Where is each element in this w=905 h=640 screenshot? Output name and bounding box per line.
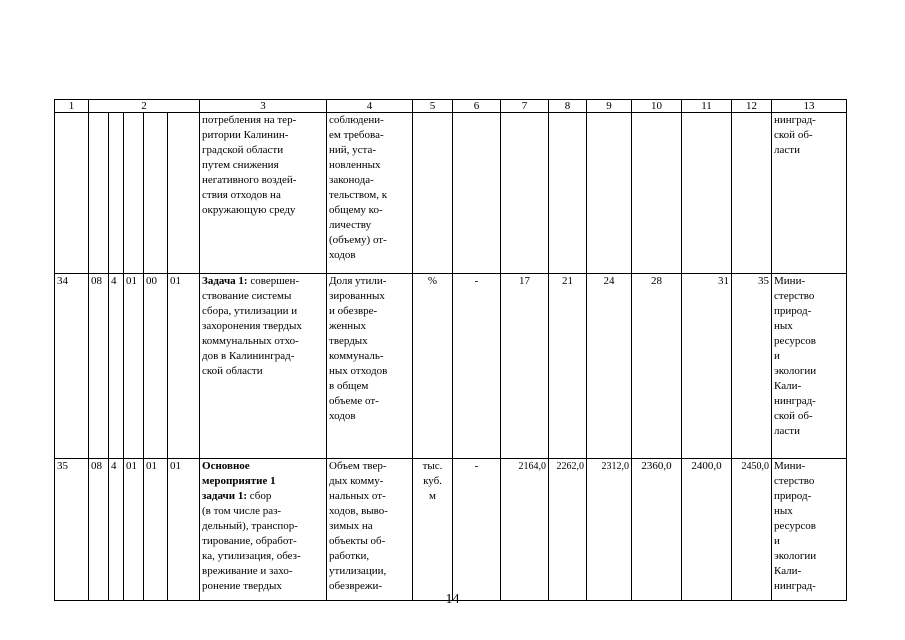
code-cell: 08 xyxy=(89,274,109,459)
header-cell: 13 xyxy=(772,100,847,113)
table-cell xyxy=(453,113,501,274)
base-value-cell: - xyxy=(453,274,501,459)
indicator-text: Доля утили- зированных и обезвре- женных твердых коммуналь- ных отходов в общем объеме от- ходов xyxy=(327,274,413,459)
table-cell xyxy=(89,113,109,274)
indicator-text: соблюдени- ем требова- ний, уста- новленных законода- тельством, к общему ко- личеству (объему) от- ходов xyxy=(327,113,413,274)
header-cell: 2 xyxy=(89,100,200,113)
value-cell: 2400,0 xyxy=(682,459,732,601)
table-cell xyxy=(632,113,682,274)
header-cell: 5 xyxy=(413,100,453,113)
table-cell xyxy=(168,113,200,274)
executor-text: нинград- ской об- ласти xyxy=(772,113,847,274)
table-cell xyxy=(413,113,453,274)
task-title-bold: Задача 1: xyxy=(202,275,248,287)
column-number-row xyxy=(55,100,847,113)
programme-table xyxy=(54,99,847,601)
task-title-bold: Основное мероприятие 1 задачи 1: xyxy=(202,460,276,502)
task-title xyxy=(200,274,327,459)
table-cell xyxy=(549,113,587,274)
code-cell: 01 xyxy=(124,459,144,601)
table-cell xyxy=(682,113,732,274)
header-cell: 6 xyxy=(453,100,501,113)
executor-text: Мини- стерство природ- ных ресурсов и экологии Кали- нинград- xyxy=(772,459,847,601)
code-cell: 4 xyxy=(109,274,124,459)
header-cell: 8 xyxy=(549,100,587,113)
value-cell: 2262,0 xyxy=(549,459,587,601)
task-title xyxy=(200,459,327,601)
header-cell: 7 xyxy=(501,100,549,113)
value-cell: 2312,0 xyxy=(587,459,632,601)
row-number: 34 xyxy=(55,274,89,459)
value-cell: 35 xyxy=(732,274,772,459)
header-cell: 1 xyxy=(55,100,89,113)
unit-cell: % xyxy=(413,274,453,459)
row-number: 35 xyxy=(55,459,89,601)
table-row-34 xyxy=(55,274,847,459)
code-cell: 01 xyxy=(124,274,144,459)
header-cell: 11 xyxy=(682,100,732,113)
value-cell: 17 xyxy=(501,274,549,459)
header-cell: 3 xyxy=(200,100,327,113)
value-cell: 21 xyxy=(549,274,587,459)
value-cell: 2450,0 xyxy=(732,459,772,601)
executor-text: Мини- стерство природ- ных ресурсов и экологии Кали- нинград- ской об- ласти xyxy=(772,274,847,459)
indicator-text: Объем твер- дых комму- нальных от- ходов, выво- зимых на объекты об- работки, утилизации, обезврежи- xyxy=(327,459,413,601)
table-cell xyxy=(501,113,549,274)
table-cell xyxy=(587,113,632,274)
code-cell: 00 xyxy=(144,274,168,459)
code-cell: 01 xyxy=(168,274,200,459)
code-cell: 08 xyxy=(89,459,109,601)
table-cell xyxy=(144,113,168,274)
code-cell: 4 xyxy=(109,459,124,601)
header-cell: 12 xyxy=(732,100,772,113)
table-cell xyxy=(109,113,124,274)
goal-text: потребления на тер- ритории Калинин- градской области путем снижения негативного воздей- ствия отходов на окружающую среду xyxy=(200,113,327,274)
value-cell: 31 xyxy=(682,274,732,459)
page-number: 14 xyxy=(445,592,460,607)
table-row-continued xyxy=(55,113,847,274)
value-cell: 24 xyxy=(587,274,632,459)
value-cell: 2164,0 xyxy=(501,459,549,601)
table-row-35 xyxy=(55,459,847,601)
table-cell xyxy=(55,113,89,274)
value-cell: 28 xyxy=(632,274,682,459)
task-title-rest: сбор (в том числе раз- дельный), транспор- тирование, обработ- ка, утилизация, обез- вреживание и захо- ронение твердых xyxy=(202,490,301,592)
table-cell xyxy=(124,113,144,274)
base-value-cell: - xyxy=(453,459,501,601)
value-cell: 2360,0 xyxy=(632,459,682,601)
code-cell: 01 xyxy=(144,459,168,601)
code-cell: 01 xyxy=(168,459,200,601)
task-title-rest: совершен- ствование системы сбора, утилизации и захоронения твердых коммунальных отхо- дов в Калининград- ской области xyxy=(202,275,302,377)
header-cell: 4 xyxy=(327,100,413,113)
header-cell: 10 xyxy=(632,100,682,113)
header-cell: 9 xyxy=(587,100,632,113)
unit-cell: тыс. куб. м xyxy=(413,459,453,601)
table-cell xyxy=(732,113,772,274)
